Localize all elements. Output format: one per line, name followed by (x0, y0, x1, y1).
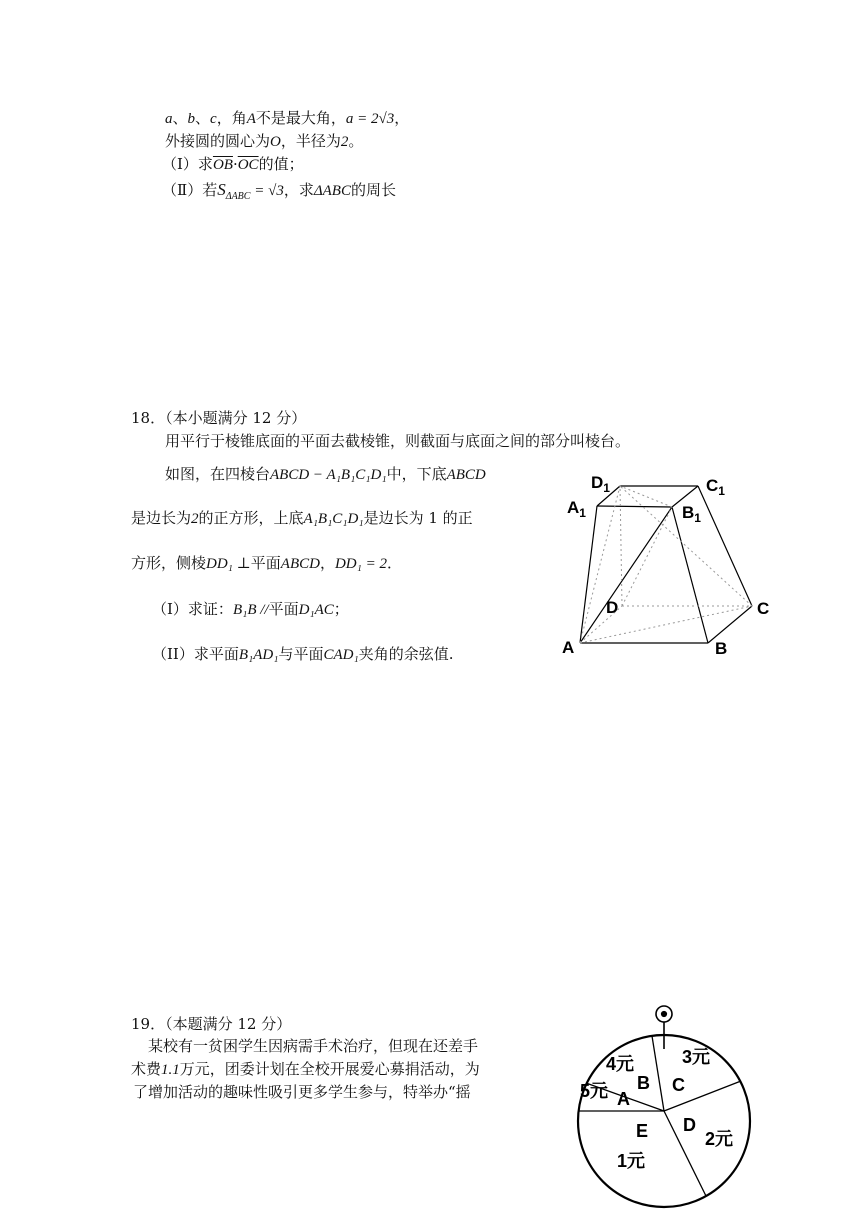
q17-vector-OB: $\overline{OB}$ (212, 157, 233, 173)
q17-eq-a: a = 2√3 (345, 111, 395, 127)
q17-var-c: c (210, 111, 217, 127)
edge-B1-A1 (597, 506, 672, 507)
q18-l1-b: 中，下底 (386, 465, 447, 483)
q17-part-1-end: 的值； (258, 155, 304, 173)
q18-line-2 (131, 508, 473, 529)
q17-radius-value: 2 (340, 134, 349, 150)
q17-text-1: ，角 (216, 109, 247, 127)
sector-D-letter: D (683, 1115, 696, 1135)
wheel-circle (578, 1035, 750, 1207)
frustum-solid-edges (580, 486, 752, 643)
q18-l3-b: 平面 (250, 554, 281, 572)
q17-circle-text: 外接圆的圆心为 (165, 132, 271, 150)
q17-line-1 (165, 108, 409, 129)
edge-A-D1 (580, 486, 620, 643)
q18-p1-a: （Ⅰ）求证： (152, 600, 233, 618)
spinner-wheel-figure (570, 1001, 760, 1216)
q19-line-1: 某校有一贫困学生因病需手术治疗，但现在还差手 (148, 1037, 479, 1055)
q19-l2-a: 术费 (131, 1060, 162, 1078)
edge-B-B1 (672, 507, 708, 643)
q18-l3-math: DD₁ ⊥ (206, 556, 251, 572)
q18-part-2 (152, 644, 453, 665)
sector-C-amount: 3元 (682, 1047, 711, 1067)
divider-BC (652, 1036, 664, 1111)
q19-header: 19．（本题满分 12 分） (131, 1015, 292, 1033)
q18-p2-math2: CAD₁ (323, 647, 359, 663)
q17-area-S: S (217, 180, 226, 199)
q18-p1-math2: D₁AC (298, 602, 334, 618)
q18-part-1 (152, 599, 349, 620)
q18-p1-c: ； (333, 600, 349, 618)
edge-C-C1 (698, 486, 752, 606)
q19-line-3: 了增加活动的趣味性吸引更多学生参与，特举办“摇 (133, 1083, 471, 1101)
q17-var-O: O (270, 134, 281, 150)
q18-p2-c: 夹角的余弦值. (358, 645, 454, 663)
edge-B1-D1 (620, 486, 672, 507)
frustum-labels (562, 473, 769, 658)
q18-l2-math: A₁B₁C₁D₁ (303, 511, 364, 527)
q17-var-b: b (187, 111, 196, 127)
q17-line-2 (165, 131, 363, 152)
q18-l2-c: 是边长为 1 的正 (363, 509, 473, 527)
label-A: A (562, 638, 575, 657)
edge-D-B1 (622, 507, 672, 606)
label-D1: $D_1$ (591, 473, 610, 495)
q17-area-sub: ΔABC (225, 191, 251, 202)
q18-l3-math3: DD₁ = 2 (334, 556, 387, 572)
frustum-figure (560, 466, 800, 666)
q18-l1-math: ABCD − A₁B₁C₁D₁ (270, 467, 387, 483)
q17-period: 。 (348, 132, 364, 150)
q18-p1-b: 平面 (268, 600, 299, 618)
q17-part-2-mid: ，求 (283, 181, 314, 199)
q17-var-a: a (165, 111, 173, 127)
q17-part-2-end: 的周长 (350, 181, 396, 199)
q17-radius-text: ，半径为 (280, 132, 341, 150)
q18-l3-d: ． (386, 554, 402, 572)
q19-l2-b: 万元，团委计划在全校开展爱心募捐活动，为 (179, 1060, 480, 1078)
sector-D-amount: 2元 (705, 1129, 734, 1149)
q18-l3-a: 方形，侧棱 (131, 554, 207, 572)
q18-p2-a: （II）求平面 (152, 645, 239, 663)
q17-sep-1: 、 (172, 109, 188, 127)
label-D: D (606, 598, 619, 617)
q17-part-2-label: （Ⅱ）若 (162, 181, 218, 199)
label-B1: $B_1$ (682, 503, 701, 525)
q19-line-2 (131, 1059, 480, 1080)
q18-intro: 用平行于棱锥底面的平面去截棱锥，则截面与底面之间的部分叫棱台。 (165, 432, 631, 450)
q17-vector-OC: $\overline{OC}$ (237, 157, 259, 173)
label-C: C (757, 599, 770, 618)
edge-D-D1 (620, 486, 622, 606)
sector-A-amount: 5元 (580, 1081, 609, 1101)
pointer-pivot (661, 1011, 666, 1016)
sector-E-amount: 1元 (617, 1151, 646, 1171)
q18-l1-math2: ABCD (446, 467, 486, 483)
q17-dot: · (232, 155, 238, 173)
q18-p2-math: B₁AD₁ (238, 647, 279, 663)
q18-l1-a: 如图，在四棱台 (165, 465, 271, 483)
q17-part-1 (162, 154, 304, 175)
label-B: B (715, 639, 728, 658)
q17-sep-2: 、 (195, 109, 211, 127)
q18-p1-math: B₁B // (232, 602, 269, 618)
q18-l3-math2: ABCD (280, 556, 320, 572)
q18-line-1 (165, 464, 486, 485)
q17-text-2: 不是最大角， (255, 109, 346, 127)
q18-header: 18．（本小题满分 12 分） (131, 409, 307, 427)
label-A1: $A_1$ (567, 498, 586, 520)
label-C1: $C_1$ (706, 476, 725, 498)
q17-var-A: A (246, 111, 256, 127)
q18-l2-b: 的正方形，上底 (198, 509, 304, 527)
sector-C-letter: C (672, 1075, 685, 1095)
q18-line-3 (131, 553, 402, 574)
sector-B-letter: B (637, 1073, 650, 1093)
q17-text-3: ， (394, 109, 410, 127)
q18-l2-a: 是边长为 (131, 509, 192, 527)
sector-E-letter: E (636, 1121, 649, 1141)
sector-A-letter: A (617, 1089, 630, 1109)
q19-l2-n: 1.1 (161, 1062, 180, 1078)
edge-B-C (708, 606, 752, 643)
q18-p2-b: 与平面 (278, 645, 324, 663)
wheel-structure (578, 1006, 750, 1207)
sector-B-amount: 4元 (606, 1054, 635, 1074)
frustum-hidden-edges (580, 486, 752, 643)
q18-l2-n: 2 (191, 511, 199, 527)
q18-l3-c: ， (319, 554, 335, 572)
q17-part-1-label: （Ⅰ）求 (162, 155, 213, 173)
q17-part-2 (162, 180, 396, 207)
q17-area-eq: = √3 (250, 183, 284, 199)
q17-triangle: ΔABC (313, 183, 351, 199)
